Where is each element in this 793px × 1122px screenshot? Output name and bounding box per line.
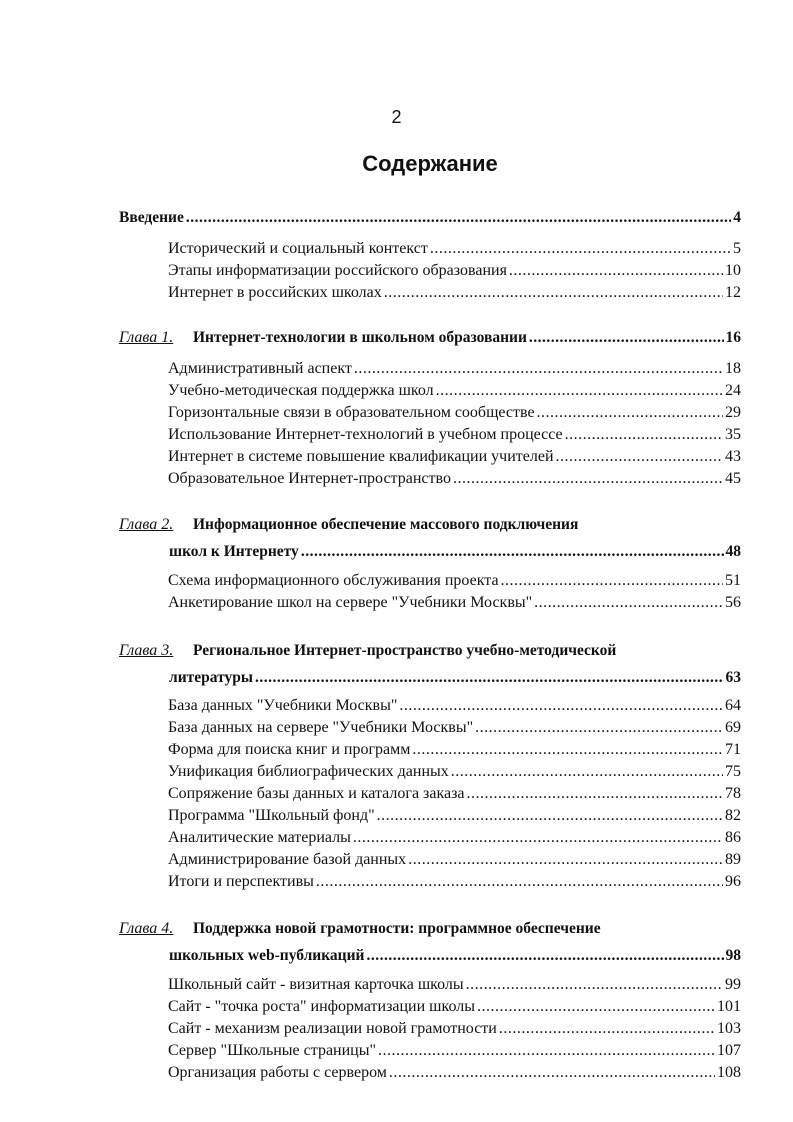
toc-item[interactable]: Анкетирование школ на сервере "Учебники Москвы" ..... 56	[168, 592, 741, 614]
toc-item[interactable]: Администрирование базой данных ..... 89	[168, 849, 741, 871]
toc-item[interactable]: Интернет в российских школах ..... 12	[168, 282, 741, 304]
toc-item[interactable]: Школьный сайт - визитная карточка школы ..... 99	[168, 974, 741, 996]
toc-item[interactable]: База данных на сервере "Учебники Москвы" ..... 69	[168, 717, 741, 739]
toc-item[interactable]: Аналитические материалы ..... 86	[168, 827, 741, 849]
toc-item[interactable]: Образовательное Интернет-пространство ..... 45	[168, 468, 741, 490]
chapter-2-title-line1: Информационное обеспечение массового подключения	[193, 516, 579, 533]
toc-item[interactable]: Использование Интернет-технологий в учебном процессе ..... 35	[168, 424, 741, 446]
chapter-2-prefix: Глава 2.	[119, 516, 174, 533]
page-title: Содержание	[362, 151, 498, 176]
toc-item[interactable]: Учебно-методическая поддержка школ ..... 24	[168, 380, 741, 402]
toc-item[interactable]: Сайт - "точка роста" информатизации школы ..... 101	[168, 996, 741, 1018]
chapter-4-title-line1: Поддержка новой грамотности: программное обеспечение	[193, 920, 601, 937]
toc-item[interactable]: Административный аспект ..... 18	[168, 358, 741, 380]
toc-item[interactable]: Программа "Школьный фонд" ..... 82	[168, 805, 741, 827]
chapter-3-prefix: Глава 3.	[119, 642, 174, 659]
toc-item[interactable]: Горизонтальные связи в образовательном сообществе ..... 29	[168, 402, 741, 424]
toc-item[interactable]: Сопряжение базы данных и каталога заказа ..... 78	[168, 783, 741, 805]
chapter-1-prefix: Глава 1.	[119, 329, 174, 346]
toc-item[interactable]: Исторический и социальный контекст ..... 5	[168, 238, 741, 260]
chapter-4-prefix: Глава 4.	[119, 920, 174, 937]
toc-item[interactable]: Сайт - механизм реализации новой грамотности ..... 103	[168, 1018, 741, 1040]
toc-item[interactable]: База данных "Учебники Москвы" ..... 64	[168, 695, 741, 717]
toc-chapter-1[interactable]: Интернет-технологии в школьном образовании ..... 16	[193, 327, 741, 349]
toc-item[interactable]: Организация работы с сервером ..... 108	[168, 1062, 741, 1084]
toc-item[interactable]: Этапы информатизации российского образования ..... 10	[168, 260, 741, 282]
chapter-3-title-line1: Региональное Интернет-пространство учебно-методической	[193, 642, 617, 659]
toc-item[interactable]: Унификация библиографических данных ..... 75	[168, 761, 741, 783]
toc-chapter-4[interactable]: школьных web-публикаций ..... 98	[169, 945, 741, 967]
toc-intro[interactable]: Введение ..... 4	[119, 207, 741, 229]
toc-chapter-2[interactable]: школ к Интернету ..... 48	[169, 541, 741, 563]
toc-item[interactable]: Схема информационного обслуживания проекта ..... 51	[168, 570, 741, 592]
page-number: 2	[391, 107, 402, 127]
toc-chapter-3[interactable]: литературы ..... 63	[169, 667, 741, 689]
toc-item[interactable]: Итоги и перспективы ..... 96	[168, 871, 741, 893]
toc-item[interactable]: Форма для поиска книг и программ ..... 71	[168, 739, 741, 761]
toc-item[interactable]: Сервер "Школьные страницы" ..... 107	[168, 1040, 741, 1062]
toc-item[interactable]: Интернет в системе повышение квалификации учителей ..... 43	[168, 446, 741, 468]
